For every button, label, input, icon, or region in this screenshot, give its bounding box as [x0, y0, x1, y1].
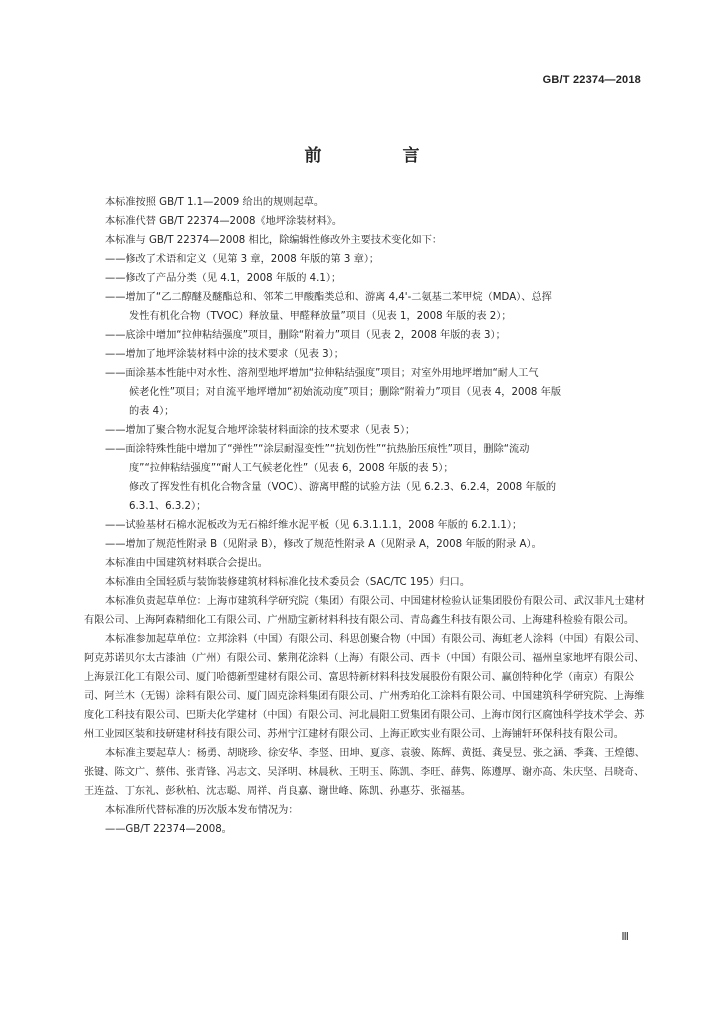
lead-drafters-paragraph: 本标准负责起草单位：上海市建筑科学研究院（集团）有限公司、中国建材检验认证集团股份有限公司、武汉菲凡士建材有限公司、上海阿森精细化工有限公司、广州励宝新材料科技有限公司、青岛鑫生科技有限公司、上海建科检验有限公司。 — [84, 596, 645, 626]
change-item: ——增加了“乙二醇醚及醚酯总和、邻苯二甲酸酯类总和、游离 4,4'-二氨基二苯甲烷（MDA）、总挥 — [105, 292, 552, 303]
change-item-continuation: 6.3.1、6.3.2）； — [129, 501, 207, 512]
change-item: ——试验基材石棉水泥板改为无石棉纤维水泥平板（见 6.3.1.1.1，2008 年版的 6.2.1.1）； — [105, 520, 523, 531]
proposer-paragraph: 本标准由中国建筑材料联合会提出。 — [105, 558, 268, 569]
drafting-rule-paragraph: 本标准按照 GB/T 1.1—2009 给出的规则起草。 — [105, 197, 325, 208]
change-item: ——增加了聚合物水泥复合地坪涂装材料面涂的技术要求（见表 5）； — [105, 425, 416, 436]
change-item: ——增加了规范性附录 B（见附录 B），修改了规范性附录 A（见附录 A，2008 年版的附录 A）。 — [105, 539, 542, 550]
committee-paragraph: 本标准由全国轻质与装饰装修建筑材料标准化技术委员会（SAC/TC 195）归口。 — [105, 577, 471, 588]
page-number: Ⅲ — [621, 931, 629, 943]
standard-code: GB/T 22374—2018 — [542, 74, 641, 86]
change-item-continuation: 的表 4）； — [129, 406, 175, 417]
participating-drafters-paragraph: 本标准参加起草单位：立邦涂料（中国）有限公司、科思创聚合物（中国）有限公司、海虹老人涂料（中国）有限公司、阿克苏诺贝尔太古漆油（广州）有限公司、紫荆花涂料（上海）有限公司、西卡（中国）有限公司、福州皇家地坪有限公司、上海景江化工有限公司、厦门哈德新型建材有限公司、富思特新材料科技发展股份有限公司、赢创特种化学（南京）有限公司、阿兰木（无锡）涂料有限公司、厦门固克涂料集团有限公司、广州秀珀化工涂料有限公司、中国建筑科学研究院、上海维度化工科技有限公司、巴斯夫化学建材（中国）有限公司、河北晨阳工贸集团有限公司、上海市闵行区腐蚀科学技术学会、苏州工业园区装和技研建材科技有限公司、苏州宁江建材有限公司、上海正欧实业有限公司、上海铺轩环保科技有限公司。 — [84, 634, 645, 740]
change-item-continuation: 发性有机化合物（TVOC）释放量、甲醛释放量”项目（见表 1，2008 年版的表 2）； — [129, 311, 512, 322]
main-drafters-paragraph: 本标准主要起草人：杨勇、胡晓珍、徐安华、李竖、田坤、夏彦、袁骏、陈辉、黄挺、龚旻昱、张之涵、季龚、王煌德、张键、陈文广、蔡伟、张青锋、冯志文、吴泽明、林晨秋、王明玉、陈凯、李旺、薛隽、陈遵厚、谢亦高、朱庆坚、吕晓奇、王连益、丁东礼、彭秋柏、沈志聪、周祥、肖良嘉、谢世峰、陈凯、孙惠芬、张福基。 — [84, 748, 645, 797]
document-body — [84, 193, 646, 839]
change-item: ——底涂中增加“拉伸粘结强度”项目，删除“附着力”项目（见表 2，2008 年版的表 3）； — [105, 330, 506, 341]
change-item: ——修改了术语和定义（见第 3 章，2008 年版的第 3 章）； — [105, 254, 380, 265]
history-item: ——GB/T 22374—2008。 — [105, 824, 232, 835]
page-title: 前 言 — [304, 146, 452, 166]
change-item: ——增加了地坪涂装材料中涂的技术要求（见表 3）； — [105, 349, 344, 360]
change-item: ——面涂基本性能中对水性、溶剂型地坪增加“拉伸粘结强度”项目；对室外用地坪增加“耐人工气 — [105, 368, 539, 379]
change-item: ——面涂特殊性能中增加了“弹性”“涂层耐湿变性”“抗划伤性”“抗热胎压痕性”项目，删除“流动 — [105, 444, 530, 455]
history-intro-paragraph: 本标准所代替标准的历次版本发布情况为： — [105, 805, 299, 816]
change-item-continuation: 候老化性”项目；对自流平地坪增加“初始流动度”项目；删除“附着力”项目（见表 4，2008 年版 — [129, 387, 562, 398]
replacement-paragraph: 本标准代替 GB/T 22374—2008《地坪涂装材料》。 — [105, 216, 343, 227]
change-item-continuation: 度”“拉伸粘结强度”“耐人工气候老化性”（见表 6，2008 年版的表 5）； — [129, 463, 454, 474]
change-item: 修改了挥发性有机化合物含量（VOC）、游离甲醛的试验方法（见 6.2.3、6.2.4，2008 年版的 — [129, 482, 557, 493]
change-item: ——修改了产品分类（见 4.1，2008 年版的 4.1）； — [105, 273, 342, 284]
changes-intro-paragraph: 本标准与 GB/T 22374—2008 相比，除编辑性修改外主要技术变化如下： — [105, 235, 443, 246]
